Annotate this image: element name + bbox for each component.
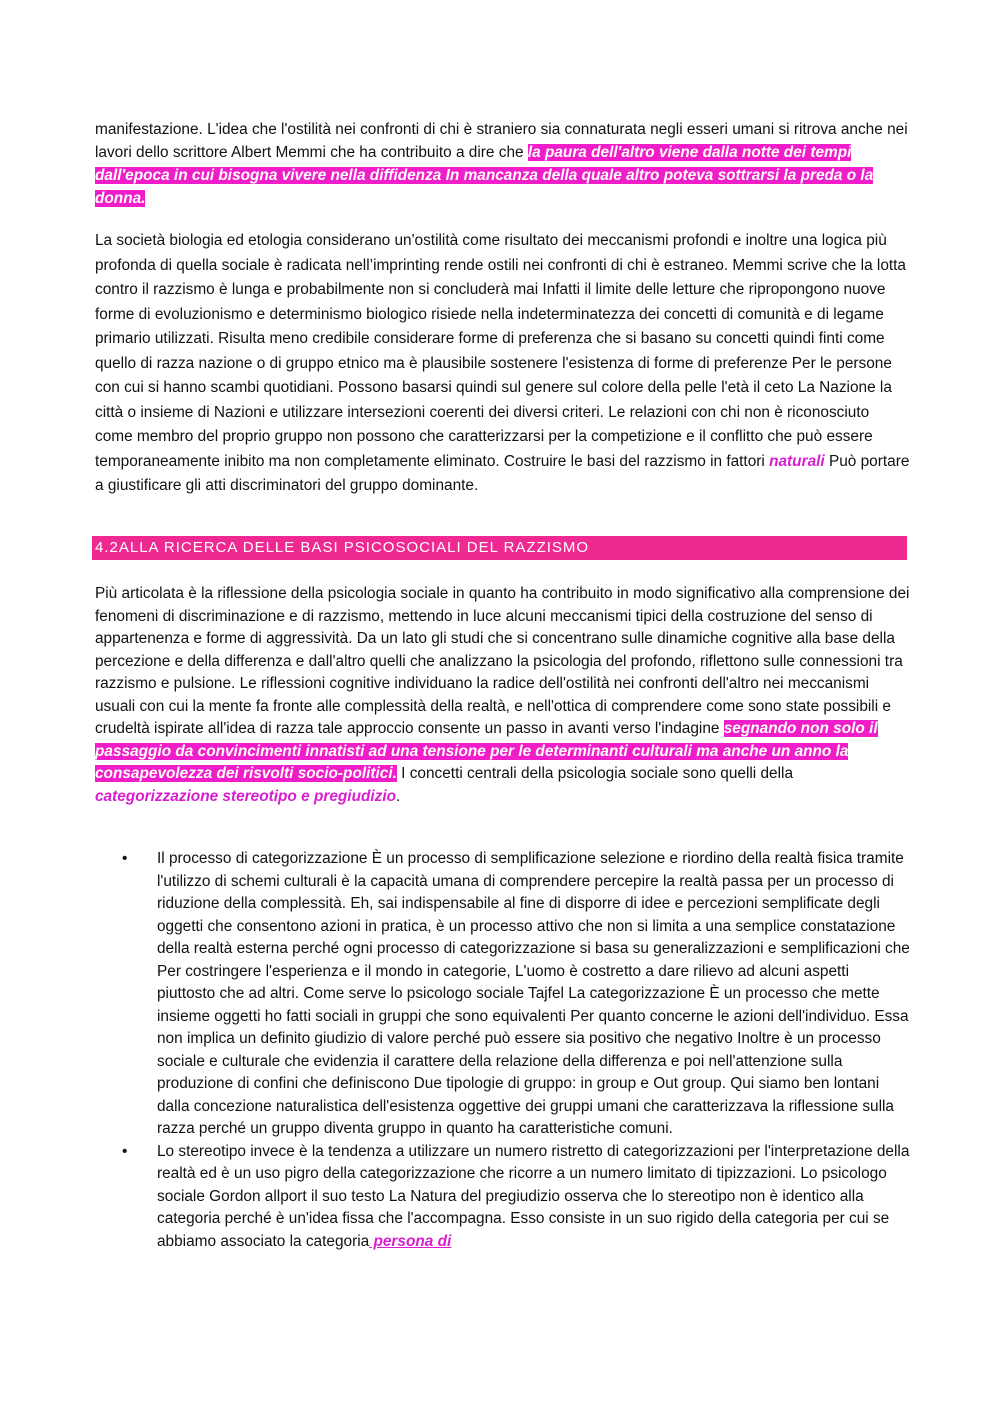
paragraph-psychology-text: Più articolata è la riflessione della psicologia sociale in quanto ha contribuito in modo significativo alla comprensione dei fenomeni di discriminazione e di razzismo, mettendo in luce alcuni meccanismi tipici della costruzione del senso di appartenenza e forme di aggressività. Da un lato gli studi che si concentrano sulle dinamiche cognitive alla base della percezione e della differenza e dall'altro quelli che analizzano la psicologia del profondo, riflettono sulle connessioni tra razzismo e pulsione. Le riflessioni cognitive individuano la radice dell'ostilità nei confronti dell'altro nei meccanismi usuali con cui la mente fa fronte alle complessità della realtà, e nell'ottica di comprendere come sono state possibili e crudeltà ispirate all'idea di razza tale approccio consente un passo in avanti verso l'indagine — [95, 585, 910, 737]
emphasis-key-concepts: categorizzazione stereotipo e pregiudizio — [95, 787, 397, 805]
concepts-list — [95, 848, 910, 1253]
paragraph-intro-text: manifestazione. L'idea che l'ostilità nei confronti di chi è straniero sia connaturata negli esseri umani si ritrova anche nei lavori dello scrittore Albert Memmi che ha contribuito a dire che — [95, 121, 908, 161]
paragraph-psychology-middle: I concetti centrali della psicologia sociale sono quelli della — [396, 765, 794, 782]
paragraph-psychology-end: . — [396, 787, 401, 805]
list-item-text: Il processo di categorizzazione È un processo di semplificazione selezione e riordino della realtà fisica tramite l'utilizzo di schemi culturali è la capacità umana di comprendere percepire la realtà passa per un processo di riduzione della complessità. Eh, sai indispensabile al fine di disporre di idee e percezioni semplificate degli oggetti che consentono azioni in pratica, è un processo attivo che non si limita a una semplice constatazione della realtà esterna perché ogni processo di categorizzazione si basa su generalizzazioni e semplificazioni che Per costringere l'esperienza e il mondo in categorie, L'uomo è costretto a dare rilievo ad alcuni aspetti piuttosto che ad altri. Come serve lo psicologo sociale Tajfel La categorizzazione È un processo che mette insieme oggetti ho fatti sociali in gruppi che sono equivalenti Per quanto concerne le azioni dell'individuo. Essa non implica un definito giudizio di valore perché può essere sia positivo che negativo Inoltre è un processo sociale e culturale che evidenzia il carattere della relazione della differenza e poi nell'attenzione sulla produzione di confini che definiscono Due tipologie di gruppo: in group e Out group. Qui siamo ben lontani dalla concezione naturalistica dell'esistenza oggettive dei gruppi umani che caratterizzava la riflessione sulla razza perché un gruppo diventa gruppo in quanto ha caratteristiche comuni. — [157, 850, 910, 1137]
emphasis-persona-di: persona di — [369, 1232, 452, 1250]
paragraph-biology-tail: Può portare a giustificare gli atti discriminatori del gruppo dominante. — [95, 452, 910, 494]
section-heading: 4.2ALLA RICERCA DELLE BASI PSICOSOCIALI DEL RAZZISMO — [92, 536, 907, 560]
paragraph-biology — [95, 229, 910, 499]
paragraph-psychology — [95, 583, 910, 808]
bullet-icon: • — [122, 850, 128, 867]
highlighted-quote-memmi: la paura dell'altro viene dalla notte dei tempi dall'epoca in cui bisogna vivere nella diffidenza In mancanza della quale altro poteva sottrarsi la preda o la donna. — [95, 144, 874, 207]
bullet-icon: • — [122, 1142, 128, 1160]
emphasis-naturali: naturali — [769, 452, 825, 470]
highlighted-passage-indagine: segnando non solo il passaggio da convincimenti innatisti ad una tensione per le determinanti culturali ma anche un anno la consapevolezza dei risvolti socio-politici. — [95, 720, 878, 782]
list-item-stereotype — [95, 1141, 910, 1254]
paragraph-biology-text: La società biologia ed etologia considerano un'ostilità come risultato dei meccanismi profondi e inoltre una logica più profonda di quella sociale è radicata nell’imprinting rende ostili nei confronti di chi è estraneo. Memmi scrive che la lotta contro il razzismo è lunga e probabilmente non si concluderà mai Infatti il limite delle letture che ripropongono nuove forme di evoluzionismo e determinismo biologico risiede nella indeterminatezza dei concetti di comunità e di legame primario utilizzati. Risulta meno credibile considerare forme di preferenza che si basano su concetti quindi finti come quello di razza nazione o di gruppo etnico ma è plausibile sostenere l'esistenza di forme di preferenze Per le persone con cui si hanno scambi quotidiani. Possono basarsi quindi sul genere sul colore della pelle l'età il ceto La Nazione la città o insieme di Nazioni e utilizzare intersezioni coerenti dei diversi criteri. Le relazioni con chi non è riconosciuto come membro del proprio gruppo non possono che caratterizzarsi per la competizione e il conflitto che può essere temporaneamente inibito ma non completamente eliminato. Costruire le basi del razzismo in fattori — [95, 232, 906, 470]
list-item-text: Lo stereotipo invece è la tendenza a utilizzare un numero ristretto di categorizzazioni per l'interpretazione della realtà ed è un uso pigro della categorizzazione che ricorre a un numero limitato di tipizzazioni. Lo psicologo sociale Gordon allport il suo testo La Natura del pregiudizio osserva che lo stereotipo non è identico alla categoria perché è un'idea fissa che l'accompagna. Esso consiste in un suo rigido della categoria per cui se abbiamo associato la categoria — [157, 1142, 910, 1250]
list-item-categorization — [95, 848, 910, 1141]
paragraph-intro — [95, 118, 910, 210]
